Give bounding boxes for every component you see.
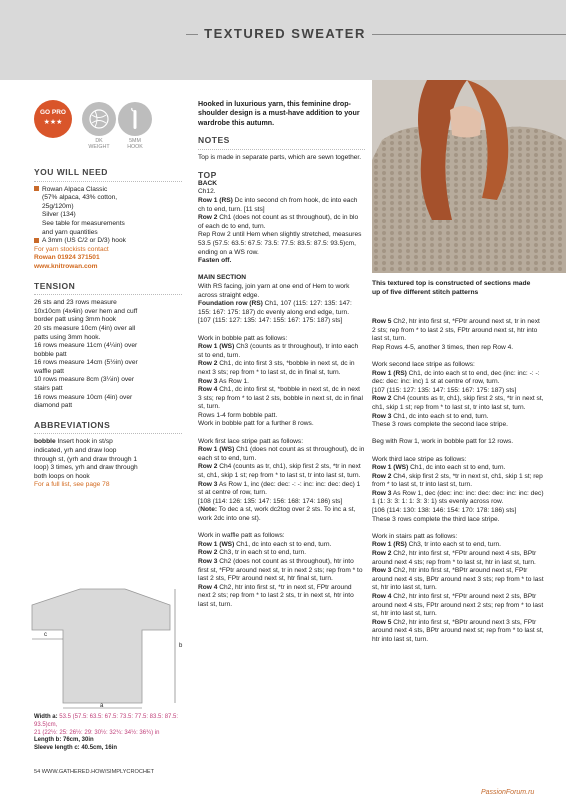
watermark: PassionForum.ru (481, 789, 535, 796)
abbr-line: both loops on hook (34, 472, 90, 480)
material-line: See table for measurements (42, 219, 125, 227)
tension-line: stairs patt (34, 385, 63, 393)
row-label: Row 4 (372, 593, 392, 600)
page-title: TEXTURED SWEATER (204, 26, 366, 41)
go-pro-label: GO PRO (39, 109, 66, 116)
length-value: Length b: 76cm, 30in (34, 737, 94, 744)
row-label: Foundation row (RS) (198, 300, 263, 308)
instruction-line (198, 326, 365, 335)
instruction-line: [106 (114: 130: 138: 146: 154: 170: 178: 186) sts] (372, 507, 517, 515)
bullet-icon (34, 238, 39, 243)
instruction-line: [107 (115: 127: 135: 147: 155: 167: 175: 187) sts] (198, 317, 343, 325)
weight-label-line1: DK (95, 138, 103, 144)
instruction-line: (Note: To dec a st, work dc2tog over 2 sts. To inc a st, work 2dc into one st). (198, 506, 356, 523)
main-section-instructions (198, 274, 365, 609)
abbr-line: Insert hook in st/sp (55, 438, 113, 446)
bullet-icon (34, 186, 39, 191)
material-line: and yarn quantities (42, 228, 98, 236)
instruction-line: Work third lace stripe as follows: (372, 455, 467, 463)
instruction-line: Row 2 Ch1, dc into first 3 sts, *bobble in next st, dc in next 3 sts; rep from * to last st, dc in final st, turn. (198, 360, 355, 376)
divider (372, 34, 566, 35)
diagram-label-a: a (100, 703, 104, 709)
instruction-line: These 3 rows complete the second lace stripe. (372, 421, 508, 429)
intro-text: Hooked in luxurious yarn, this feminine drop-shoulder design is a must-have addition to your wardrobe this autumn. (198, 100, 360, 127)
row-label: Note: (200, 506, 218, 514)
instruction-line (198, 524, 365, 533)
instruction-line: Beg with Row 1, work in bobble patt for 12 rows. (372, 438, 514, 446)
instruction-line: Work in bobble patt for a further 8 rows. (198, 420, 314, 428)
row-label: Fasten off. (198, 257, 232, 265)
width-cm: 53.5 (57.5: 63.5: 67.5: 73.5: 77.5: 83.5: 87.5: 93.5)cm, (34, 714, 179, 728)
yarn-ball-icon (82, 102, 116, 136)
instruction-line: Row 1 (RS) Dc into second ch from hook, dc into each ch to end, turn. [11 sts] (198, 197, 358, 213)
instruction-line: Row 2 Ch4, skip first 2 sts, *tr in next st, ch1, skip 1 st; rep from * to last st, tr into last st, turn. (372, 472, 543, 489)
page-footer: 54 WWW.GATHERED.HOW/SIMPLYCROCHET (34, 769, 155, 775)
row-label: Row 3 (372, 412, 392, 420)
continued-instructions (372, 318, 544, 645)
diagram-label-b: b (179, 643, 183, 649)
tension-line: 10x10cm (4x4in) over hem and cuff (34, 307, 138, 315)
row-label: Row 1 (RS) (372, 369, 407, 377)
row-label: Row 2 (372, 472, 392, 480)
tension-line: 16 rows measure 14cm (5½in) over (34, 359, 138, 367)
tension-line: border patt using 3mm hook (34, 316, 117, 324)
instruction-line: Row 1 (RS) Ch3, tr into each st to end, turn. (372, 541, 502, 549)
instruction-line: Work first lace stripe patt as follows: (198, 437, 304, 445)
you-will-need-heading: YOU WILL NEED (34, 167, 108, 177)
instruction-line: Row 3 Ch2 (does not count as st throughout), htr into first st, *FPtr around next st, tr in next 2 sts; rep from * to last 2 sts, FPtr around next st, htr final st, turn. (198, 557, 363, 583)
instruction-line (198, 429, 365, 438)
sleeve-length-value: Sleeve length c: 40.5cm, 16in (34, 745, 118, 752)
row-label: Row 3 (198, 377, 218, 385)
instruction-line: Row 3 Ch2, htr into first st, *BPtr around next st, FPtr around next 4 sts, BPtr around next 3 sts; rep from * to last st, htr into last st, turn. (372, 567, 544, 592)
width-label: Width a: (34, 714, 58, 720)
abbr-line: loop) 3 times, yrh and draw through (34, 464, 138, 472)
row-label: Row 3 (372, 489, 392, 497)
instruction-line: Row 3 As Row 1, dec (dec: inc: inc: dec: dec: inc: inc: dec) 1 (1: 3: 3: 1: 1: 3: 3: 1) sts evenly across row. (372, 489, 544, 506)
row-label: Row 4 (198, 583, 218, 591)
instruction-line: Row 1 (WS) Ch3 (counts as tr throughout), tr into each st to end, turn. (198, 343, 359, 359)
row-label: Row 1 (WS) (198, 343, 235, 351)
divider (186, 34, 198, 35)
instruction-line: Row 4 Ch2, htr into first st, *tr in next st, FPtr around next 2 sts; rep from * to last 2 sts, tr in next st, htr into last st, turn. (198, 583, 354, 608)
header-band (0, 0, 566, 80)
instruction-line (372, 524, 544, 533)
instruction-line: Row 3 As Row 1, inc (dec: dec: -: -: inc: inc: dec: dec) 1 st at centre of row, turn. (198, 480, 361, 497)
divider (34, 433, 182, 434)
materials-list (34, 186, 182, 272)
row-label: Row 1 (RS) (372, 541, 407, 549)
row-label: Row 1 (WS) (198, 446, 235, 454)
row-label: Row 5 (372, 318, 392, 325)
instruction-line: Row 2 Ch4 (counts as tr, ch1), skip first 2 sts, *tr in next st, ch1, skip 1 st; rep from * to last st, tr into last st, turn. (198, 463, 361, 480)
row-label: Row 5 (372, 618, 392, 626)
instruction-line: Row 3 Ch1, dc into each st to end, turn. (372, 412, 489, 420)
row-label: Row 1 (WS) (198, 540, 235, 548)
instruction-line: Row 5 Ch2, htr into first st, *FPtr around next st, tr in next 2 sts; rep from * to last 2 sts, FPtr around next st, htr into last st, turn. (372, 318, 540, 343)
instruction-line (372, 430, 544, 439)
instructions-column-3 (372, 318, 544, 645)
instruction-line (372, 352, 544, 361)
notes-text: Top is made in separate parts, which are sewn together. (198, 154, 362, 162)
instruction-line: Work in stairs patt as follows: (372, 532, 458, 540)
row-label: Row 2 (372, 550, 392, 558)
tension-line: 16 rows measure 11cm (4¼in) over (34, 342, 138, 350)
stockist-website-link[interactable]: www.knitrowan.com (34, 262, 98, 270)
instruction-line: [107 (115: 127: 135: 147: 155: 167: 175: 187) sts] (372, 386, 517, 394)
row-label: Row 2 (198, 214, 218, 222)
hook-label-line1: 5MM (129, 138, 141, 144)
row-label: Row 4 (198, 386, 218, 394)
instruction-line: Row 2 Ch2, htr into first st, *FPtr around next 4 sts, BPtr around next 4 sts; rep from * to last st, htr in last st, turn. (372, 550, 537, 566)
instruction-line: Rep Rows 4-5, another 3 times, then rep Row 4. (372, 343, 514, 351)
instructions-column-2 (198, 100, 365, 610)
instruction-line: Row 1 (RS) Ch1, dc into each st to end, dec (inc: inc: -: -: dec: dec: inc: inc) 1 st at centre of row, turn. (372, 369, 540, 386)
tension-line: 26 sts and 23 rows measure (34, 299, 117, 307)
model-photo (372, 80, 566, 273)
abbreviations-link[interactable]: For a full list, see page 78 (34, 481, 110, 489)
instruction-line: Row 5 Ch2, htr into first st, *BPtr around next 3 sts, FPtr around next 4 sts, BPtr around next st; rep from * to last st, htr into last st, turn. (372, 618, 544, 643)
row-label: Row 2 (372, 395, 392, 403)
top-heading: TOP (198, 170, 217, 181)
sidebar-column (34, 168, 182, 490)
abbr-line: indicated, yrh and draw loop (34, 447, 117, 455)
instruction-line: Row 1 (WS) Ch1, dc into each st to end, turn. (372, 464, 506, 472)
material-line: (57% alpaca, 43% cotton, (42, 194, 118, 202)
instruction-line: Row 4 Ch2, htr into first st, *FPtr around next 2 sts, BPtr around next 4 sts, FPtr around next 2 sts; rep from * to last st, htr into last st, turn. (372, 593, 544, 618)
tension-line: patts using 3mm hook. (34, 333, 101, 341)
tension-line: bobble patt (34, 350, 67, 358)
material-line: 25g/120m) (42, 202, 74, 210)
tension-heading: TENSION (34, 280, 76, 291)
instruction-line: With RS facing, join yarn at one end of Hem to work across straight edge. (198, 282, 350, 299)
tension-line: 16 rows measure 10cm (4in) over (34, 393, 133, 401)
row-label: Row 2 (198, 463, 218, 471)
instruction-line: Rows 1-4 form bobble patt. (198, 411, 278, 419)
photo-caption: This textured top is constructed of sections made up of five different stitch patterns (372, 280, 531, 296)
width-in: 21 (22½: 25: 26½: 29: 30½: 32¾: 34½: 36¾) in (34, 729, 160, 736)
tension-line: 10 rows measure 8cm (3¼in) over (34, 376, 135, 384)
instruction-line (198, 257, 365, 266)
divider (198, 149, 365, 150)
row-label: Row 2 (198, 360, 218, 368)
hook-label (116, 138, 154, 150)
diagram-label-c: c (44, 632, 47, 638)
instruction-line: Row 1 (WS) Ch1, dc into each st to end, turn. (198, 540, 332, 548)
instruction-line: Work in waffle patt as follows: (198, 532, 285, 540)
tension-line: diamond patt (34, 402, 73, 410)
row-label: Row 1 (WS) (372, 464, 409, 472)
tension-text (34, 299, 182, 411)
row-label: MAIN SECTION (198, 274, 246, 282)
abbreviations-text (34, 438, 182, 490)
instruction-line: Work in bobble patt as follows: (198, 334, 288, 342)
instruction-line: Ch12. (198, 188, 216, 196)
row-label: Row 1 (RS) (198, 197, 233, 205)
abbreviations-heading: ABBREVIATIONS (34, 419, 111, 430)
row-label: Row 2 (198, 549, 218, 557)
back-subheading: BACK (198, 179, 218, 187)
difficulty-stars: ★★★ (43, 119, 63, 126)
stockist-phone: Rowan 01924 371501 (34, 254, 100, 262)
instruction-line (198, 274, 365, 283)
instruction-line: Work second lace stripe as follows: (372, 360, 475, 368)
hook-label-line2: HOOK (127, 144, 143, 151)
instruction-line: Rep Row 2 until Hem when slightly stretched, measures 53.5 (57.5: 63.5: 67.5: 73.5: 77.5: 83.5: 87.5: 93.5)cm, ending on a WS row. (198, 231, 362, 256)
tension-line: 20 sts measure 10cm (4in) over all (34, 324, 136, 332)
notes-heading: NOTES (198, 135, 230, 146)
instruction-line: Foundation row (RS) Ch1, 107 (115: 127: 135: 147: 155: 167: 175: 187) dc evenly along end edge, turn. (198, 300, 352, 316)
stockist-line: For yarn stockists contact (34, 245, 109, 253)
hook-icon (118, 102, 152, 136)
instruction-line: Row 2 Ch4 (counts as tr, ch1), skip first 2 sts, *tr in next st, ch1, skip 1 st; rep from * to last st, tr into last st, turn. (372, 395, 544, 411)
instruction-line: Row 4 Ch1, dc into first st, *bobble in next st, dc in next 3 sts; rep from * to last 2 sts, bobble in next st, dc in final st, turn. (198, 386, 363, 411)
instruction-line: Row 1 (WS) Ch1 (does not count as st throughout), dc in each st to end, turn. (198, 446, 365, 462)
instruction-line: Row 2 Ch3, tr in each st to end, turn. (198, 549, 307, 557)
abbr-line: through st, (yrh and draw through 1 (34, 455, 137, 463)
tension-line: waffle patt (34, 367, 64, 375)
material-line: Rowan Alpaca Classic (42, 185, 108, 193)
abbr-term: bobble (34, 438, 56, 446)
weight-label-line2: WEIGHT (88, 144, 110, 151)
row-label: Row 3 (198, 557, 218, 565)
instruction-line: [108 (114: 126: 135: 147: 156: 168: 174: 186) sts] (198, 497, 343, 505)
divider (34, 181, 182, 182)
divider (34, 294, 182, 295)
sweater-diagram (30, 575, 190, 713)
instruction-line: These 3 rows complete the third lace stripe. (372, 515, 500, 523)
instruction-line (372, 447, 544, 456)
weight-label (80, 138, 118, 150)
back-instructions (198, 188, 365, 265)
instruction-line: Row 3 As Row 1. (198, 377, 249, 385)
row-label: Row 3 (198, 480, 218, 488)
material-line: A 3mm (US C/2 or D/3) hook (42, 237, 126, 245)
measurements (34, 714, 184, 753)
row-label: Row 3 (372, 567, 392, 575)
instruction-line: Row 2 Ch1 (does not count as st throughout), dc in blo of each dc to end, turn. (198, 214, 359, 230)
material-line: Silver (134) (42, 211, 76, 219)
